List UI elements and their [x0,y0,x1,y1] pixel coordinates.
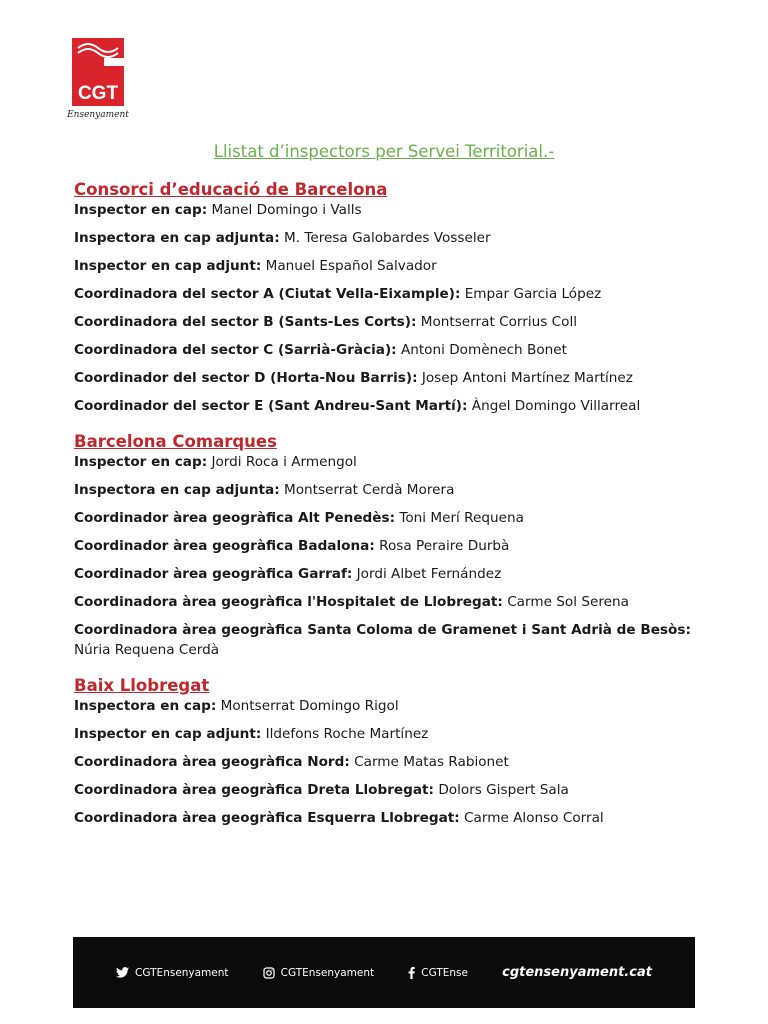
entry-role: Inspector en cap adjunt: [74,258,262,274]
entry-name: Josep Antoni Martínez Martínez [421,370,633,386]
entry-name: Empar Garcia López [464,286,602,302]
website-link[interactable]: cgtensenyament.cat [502,965,652,980]
entry-role: Coordinadora àrea geogràfica Dreta Llobregat: [74,782,434,798]
facebook-link[interactable] [408,967,468,979]
logo-subtext: Ensenyament [67,110,129,120]
instagram-handle: CGTEnsenyament [280,966,375,979]
entry [74,452,699,472]
instagram-icon [263,967,275,979]
cgt-logo-mark [66,36,130,108]
entry [74,368,699,388]
svg-text:CGT: CGT [77,83,119,104]
entry-role: Coordinadora àrea geogràfica Santa Coloma de Gramenet i Sant Adrià de Besòs: [74,622,691,638]
entry [74,620,699,660]
entry-name: Manuel Español Salvador [265,258,437,274]
entry-name: Jordi Roca i Armengol [211,454,357,470]
entry-name: Montserrat Cerdà Morera [283,482,455,498]
entry-name: Toni Merí Requena [399,510,524,526]
entry-name: Jordi Albet Fernández [356,566,502,582]
entry [74,592,699,612]
entry-role: Coordinadora àrea geogràfica Esquerra Llobregat: [74,810,460,826]
section-baix-llobregat [74,676,699,828]
entry [74,564,699,584]
entry-name: Ildefons Roche Martínez [265,726,429,742]
entry-role: Inspectora en cap: [74,698,217,714]
entry-role: Coordinador àrea geogràfica Alt Penedès: [74,510,396,526]
entry-role: Coordinador àrea geogràfica Badalona: [74,538,375,554]
twitter-icon [116,967,129,978]
entry [74,724,699,744]
entry [74,508,699,528]
entry-role: Inspector en cap adjunt: [74,726,262,742]
entry-role: Inspector en cap: [74,454,208,470]
entry [74,752,699,772]
entry [74,228,699,248]
entry-role: Coordinador àrea geogràfica Garraf: [74,566,353,582]
entry-role: Coordinadora àrea geogràfica Nord: [74,754,350,770]
entry [74,256,699,276]
entry-role: Coordinadora del sector C (Sarrià-Gràcia): [74,342,397,358]
inspector-list [74,180,699,844]
entry-name: Carme Sol Serena [507,594,629,610]
entry-name: Dolors Gispert Sala [438,782,569,798]
twitter-link[interactable] [116,967,229,979]
entry-role: Coordinadora del sector B (Sants-Les Corts): [74,314,417,330]
entry-role: Coordinador del sector D (Horta-Nou Barris): [74,370,418,386]
entry [74,780,699,800]
entry-name: Montserrat Domingo Rigol [220,698,399,714]
facebook-icon [408,967,415,979]
entry-name: Núria Requena Cerdà [74,642,220,658]
entry [74,284,699,304]
entry-name: Rosa Peraire Durbà [379,538,510,554]
entry-name: Àngel Domingo Villarreal [471,398,641,414]
entry [74,200,699,220]
entry [74,396,699,416]
entry [74,808,699,828]
entry-role: Inspectora en cap adjunta: [74,230,280,246]
entry [74,312,699,332]
entry-name: Montserrat Corrius Coll [420,314,577,330]
entry-name: Carme Alonso Corral [464,810,604,826]
instagram-link[interactable] [263,967,375,979]
entry-name: Antoni Domènech Bonet [400,342,567,358]
entry-role: Inspectora en cap adjunta: [74,482,280,498]
section-title: Consorci d’educació de Barcelona [74,180,388,199]
entry [74,696,699,716]
cgt-logo [66,36,130,122]
entry [74,480,699,500]
section-consorci [74,180,699,416]
entry-name: M. Teresa Galobardes Vosseler [283,230,491,246]
facebook-handle: CGTEnse [421,966,468,979]
entry-name: Carme Matas Rabionet [354,754,509,770]
entry-role: Coordinadora del sector A (Ciutat Vella-Eixample): [74,286,461,302]
footer-bar [73,937,695,1008]
entry-role: Inspector en cap: [74,202,208,218]
section-title: Baix Llobregat [74,676,210,695]
section-title: Barcelona Comarques [74,432,277,451]
entry-name: Manel Domingo i Valls [211,202,362,218]
section-barcelona-comarques [74,432,699,660]
entry-role: Coordinadora àrea geogràfica l'Hospitalet de Llobregat: [74,594,503,610]
entry [74,340,699,360]
entry-role: Coordinador del sector E (Sant Andreu-Sant Martí): [74,398,468,414]
document-title: Llistat d’inspectors per Servei Territorial.- [213,142,555,161]
entry [74,536,699,556]
twitter-handle: CGTEnsenyament [135,966,229,979]
